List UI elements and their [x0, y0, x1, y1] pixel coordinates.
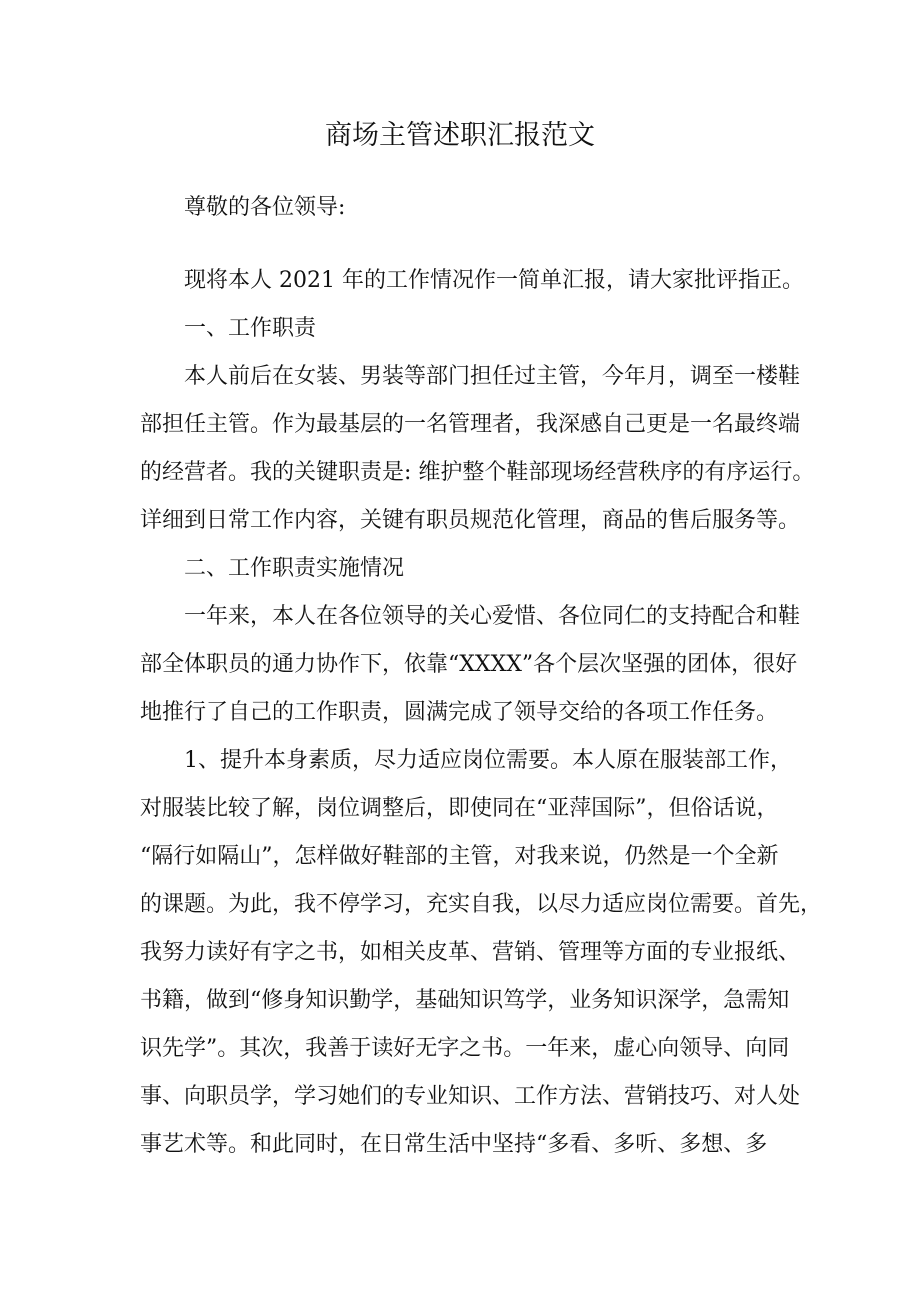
paragraph-line: 的经营者。我的关键职责是: 维护整个鞋部现场经营秩序的有序运行。: [140, 460, 815, 485]
paragraph-line: 事、向职员学，学习她们的专业知识、工作方法、营销技巧、对人处: [140, 1084, 801, 1109]
paragraph-line: 的课题。为此，我不停学习，充实自我，以尽力适应岗位需要。首先，: [140, 892, 823, 917]
paragraph-line: 部担任主管。作为最基层的一名管理者，我深感自己更是一名最终端: [140, 412, 801, 437]
salutation-line: 尊敬的各位领导:: [184, 195, 346, 220]
paragraph-line: 事艺术等。和此同时，在日常生活中坚持“多看、多听、多想、多: [140, 1132, 768, 1157]
section-heading: 一、工作职责: [184, 316, 317, 341]
paragraph-line: 地推行了自己的工作职责，圆满完成了领导交给的各项工作任务。: [140, 700, 779, 725]
paragraph-line: 对服装比较了解，岗位调整后，即使同在“亚萍国际”，但俗话说，: [140, 796, 779, 821]
paragraph-line: 一年来，本人在各位领导的关心爱惜、各位同仁的支持配合和鞋: [184, 604, 801, 629]
document-title: 商场主管述职汇报范文: [325, 120, 595, 151]
paragraph-line: 本人前后在女装、男装等部门担任过主管，今年月，调至一楼鞋: [184, 364, 801, 389]
section-heading: 二、工作职责实施情况: [184, 556, 405, 581]
paragraph-line: 详细到日常工作内容，关键有职员规范化管理，商品的售后服务等。: [140, 508, 801, 533]
paragraph-line: 识先学”。其次，我善于读好无字之书。一年来，虚心向领导、向同: [140, 1036, 790, 1061]
paragraph-line: 现将本人 2021 年的工作情况作一简单汇报，请大家批评指正。: [184, 268, 804, 293]
paragraph-line: “隔行如隔山”，怎样做好鞋部的主管，对我来说，仍然是一个全新: [140, 844, 779, 869]
paragraph-line: 1、提升本身素质，尽力适应岗位需要。本人原在服装部工作，: [184, 748, 792, 773]
paragraph-line: 部全体职员的通力协作下，依靠“XXXX”各个层次坚强的团体，很好: [140, 652, 798, 677]
paragraph-line: 书籍，做到“修身知识勤学，基础知识笃学，业务知识深学，急需知: [140, 988, 790, 1013]
paragraph-line: 我努力读好有字之书，如相关皮革、营销、管理等方面的专业报纸、: [140, 940, 801, 965]
